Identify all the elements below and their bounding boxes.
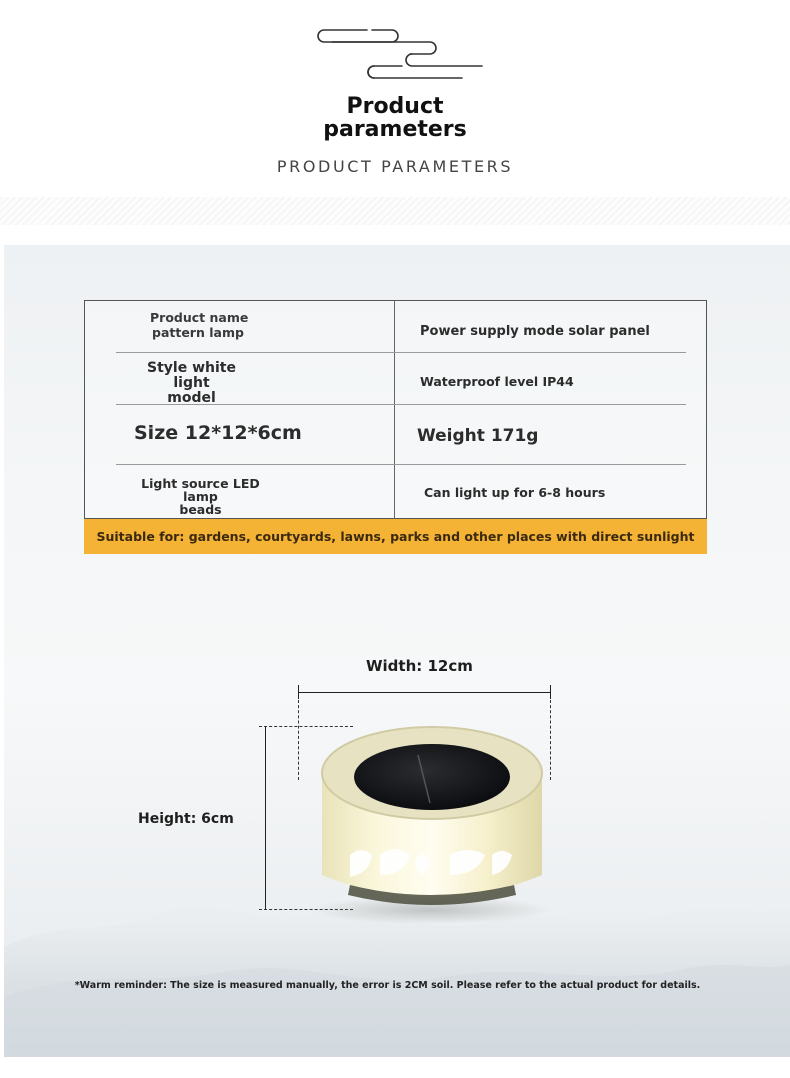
param-weight: Weight 171g [417,426,539,446]
table-row-divider [116,464,686,465]
param-light-source [131,477,270,516]
header-divider [0,197,790,225]
param-style-line1: Style white light [147,360,236,391]
table-row-divider [116,352,686,353]
width-label: Width: 12cm [366,657,473,675]
suitable-for-banner [84,519,707,554]
width-guide-left [298,700,299,780]
height-label: Height: 6cm [138,811,234,827]
param-style [131,361,252,406]
param-light-duration: Can light up for 6-8 hours [424,485,606,500]
page-title-line1: Product [346,94,444,119]
footer-spacer [0,1057,790,1078]
solar-lamp-image [300,715,565,930]
header [0,0,790,200]
cloud-swirl-icon [312,26,487,88]
param-size: Size 12*12*6cm [134,422,302,444]
param-waterproof: Waterproof level IP44 [420,374,574,389]
param-light-source-line2: beads [179,502,222,517]
page-title-line2: parameters [323,117,467,142]
param-product-name-line1: Product name [150,310,249,325]
param-power-supply: Power supply mode solar panel [420,324,650,339]
width-dimension-line [298,692,551,693]
width-tick-right [550,685,551,699]
table-divider-vertical [394,300,395,519]
param-style-line2: model [167,390,216,406]
height-dimension-line [265,726,266,909]
suitable-for-text: Suitable for: gardens, courtyards, lawns, parks and other places with direct sunlight [96,529,695,544]
page-subtitle: PRODUCT PARAMETERS [276,157,514,176]
param-product-name-line2: pattern lamp [152,325,244,340]
warm-reminder-note: *Warm reminder: The size is measured manually, the error is 2CM soil. Please refer to the actual product for details. [74,980,701,991]
width-tick-left [298,685,299,699]
param-product-name [150,310,248,340]
param-light-source-line1: Light source LED lamp [141,476,260,504]
